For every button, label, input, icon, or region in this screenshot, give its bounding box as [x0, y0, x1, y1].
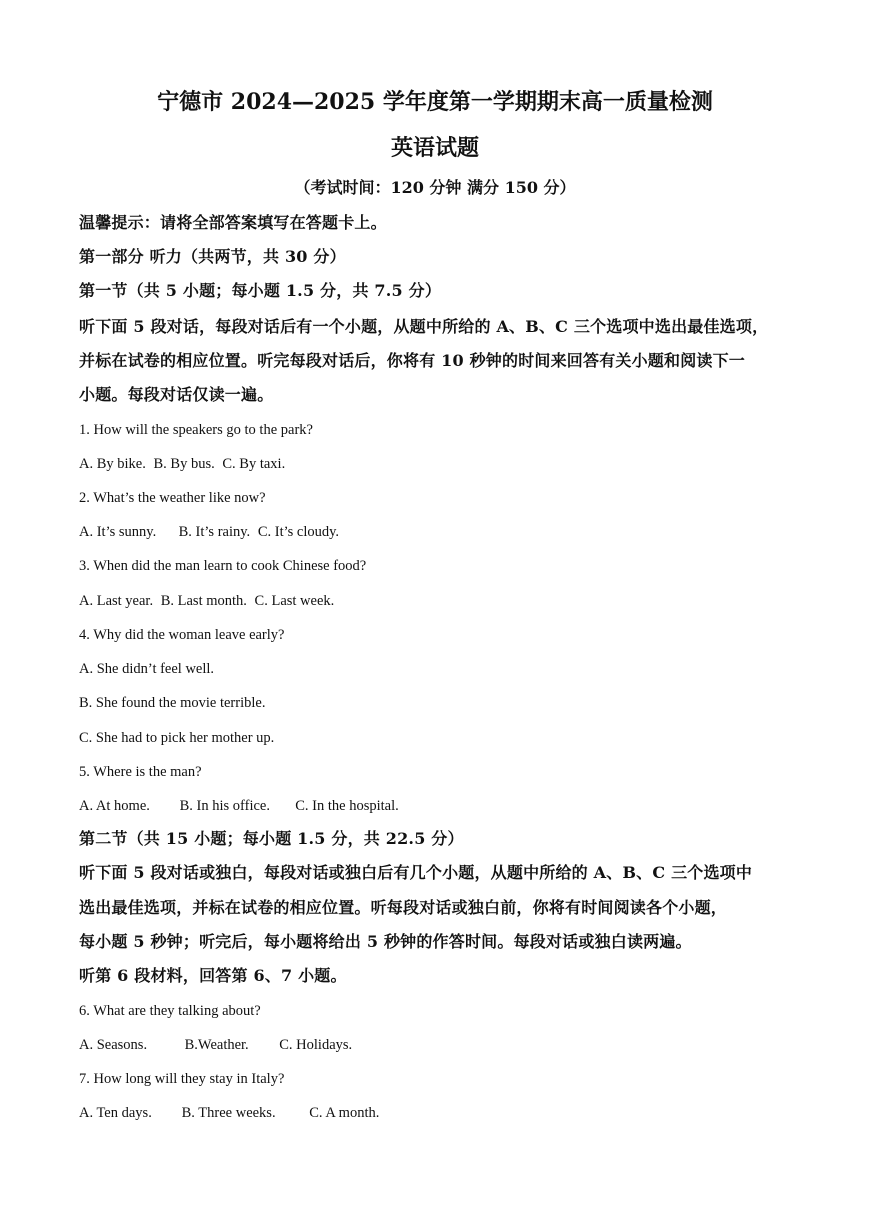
section1-instructions-line: 并标在试卷的相应位置。听完每段对话后，你将有 10 秒钟的时间来回答有关小题和阅读下一 [79, 351, 746, 370]
question-1: 1. How will the speakers go to the park? [79, 422, 313, 438]
question-4: 4. Why did the woman leave early? [79, 627, 285, 643]
section1-heading: 第一节（共 5 小题；每小题 1.5 分，共 7.5 分） [79, 281, 442, 300]
section1-instructions-line: 小题。每段对话仅读一遍。 [79, 385, 274, 404]
material-heading: 听第 6 段材料，回答第 6、7 小题。 [79, 966, 347, 985]
question-1-options [79, 453, 799, 475]
option-b: B. In his office. [179, 798, 270, 814]
page-subtitle: 英语试题 [390, 135, 479, 161]
part1-heading: 第一部分 听力（共两节，共 30 分） [79, 247, 346, 266]
option-a: A. It’s sunny. [79, 524, 157, 540]
question-7-options [79, 1102, 799, 1124]
question-3: 3. When did the man learn to cook Chinese food? [79, 558, 367, 574]
option-a: A. At home. [79, 798, 150, 814]
notice: 温馨提示：请将全部答案填写在答题卡上。 [79, 213, 387, 232]
option-b: B. By bus. [153, 456, 215, 472]
option-c: C. By taxi. [222, 456, 286, 472]
option-b: B. Last month. [160, 593, 247, 609]
section2-heading: 第二节（共 15 小题；每小题 1.5 分，共 22.5 分） [79, 829, 464, 848]
option-b: B.Weather. [184, 1037, 249, 1053]
option-a: A. Seasons. [79, 1037, 148, 1053]
section2-instructions-line: 每小题 5 秒钟；听完后，每小题将给出 5 秒钟的作答时间。每段对话或独白读两遍。 [79, 932, 692, 951]
option-b: B. She found the movie terrible. [79, 695, 266, 711]
option-b: B. It’s rainy. [178, 524, 251, 540]
option-a: A. Ten days. [79, 1105, 152, 1121]
section2-instructions-line: 听下面 5 段对话或独白，每段对话或独白后有几个小题，从题中所给的 A、B、C 三个选项中 [79, 863, 753, 882]
option-a: A. By bike. [79, 456, 146, 472]
page-title: 宁德市 2024—2025 学年度第一学期期末高一质量检测 [157, 89, 713, 115]
option-c: C. She had to pick her mother up. [79, 730, 275, 746]
question-6: 6. What are they talking about? [79, 1003, 261, 1019]
option-c: C. A month. [309, 1105, 380, 1121]
question-5-options [79, 795, 799, 817]
question-7: 7. How long will they stay in Italy? [79, 1071, 285, 1087]
section2-instructions-line: 选出最佳选项，并标在试卷的相应位置。听每段对话或独白前，你将有时间阅读各个小题， [79, 898, 728, 917]
question-2: 2. What’s the weather like now? [79, 490, 266, 506]
exam-info: （考试时间：120 分钟 满分 150 分） [294, 178, 576, 197]
option-c: C. Holidays. [279, 1037, 353, 1053]
question-3-options [79, 590, 799, 612]
option-b: B. Three weeks. [181, 1105, 276, 1121]
question-2-options [79, 521, 799, 543]
question-5: 5. Where is the man? [79, 764, 202, 780]
option-a: A. Last year. [79, 593, 154, 609]
option-a: A. She didn’t feel well. [79, 661, 215, 677]
question-6-options [79, 1034, 799, 1056]
option-c: C. In the hospital. [295, 798, 399, 814]
option-c: C. Last week. [254, 593, 335, 609]
section1-instructions-line: 听下面 5 段对话，每段对话后有一个小题，从题中所给的 A、B、C 三个选项中选出最佳选项， [79, 317, 769, 336]
option-c: C. It’s cloudy. [257, 524, 340, 540]
